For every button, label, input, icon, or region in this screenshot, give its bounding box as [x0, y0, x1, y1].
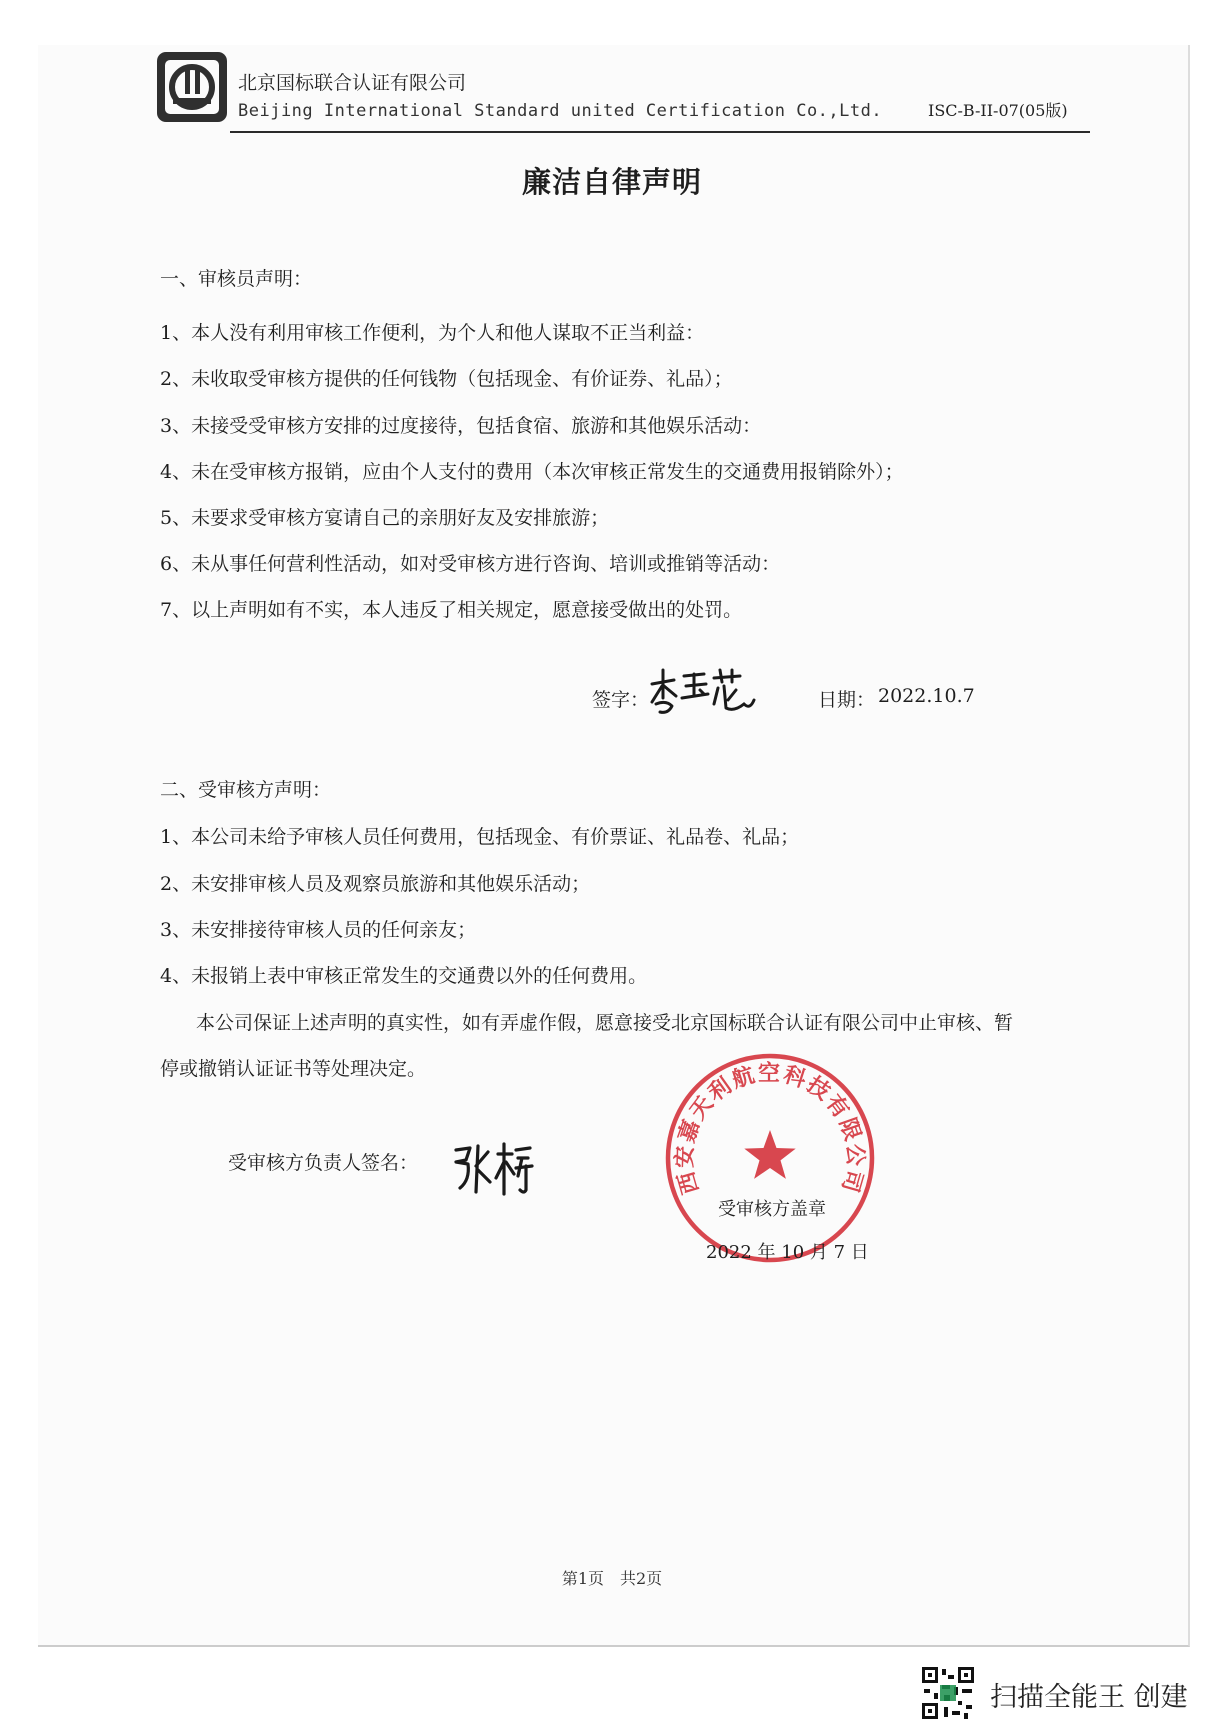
auditor-item: 5、未要求受审核方宴请自己的亲朋好友及安排旅游； [160, 507, 610, 529]
seal-text: 西安嘉天利航空科技有限公司 [672, 1061, 868, 1197]
auditor-date-label: 日期： [818, 689, 876, 711]
auditor-sign-label: 签字： [592, 689, 650, 711]
auditee-item: 4、未报销上表中审核正常发生的交通费以外的任何费用。 [160, 965, 648, 987]
page-title: 廉洁自律声明 [521, 165, 702, 199]
qr-code-icon [920, 1665, 976, 1721]
auditor-item: 6、未从事任何营利性活动，如对受审核方进行咨询、培训或推销等活动： [160, 553, 781, 575]
auditee-date: 2022 年 10 月 7 日 [706, 1242, 869, 1263]
auditee-item: 1、本公司未给予审核人员任何费用，包括现金、有价票证、礼品卷、礼品； [160, 826, 800, 848]
auditee-item: 2、未安排审核人员及观察员旅游和其他娱乐活动； [160, 873, 591, 895]
auditor-heading: 一、审核员声明： [160, 268, 313, 290]
company-name-en: Beijing International Standard united Certification Co.,Ltd. [238, 101, 883, 121]
guarantee-text-cont: 停或撤销认证证书等处理决定。 [160, 1058, 427, 1080]
auditor-item: 3、未接受受审核方安排的过度接待，包括食宿、旅游和其他娱乐活动： [160, 415, 762, 437]
auditor-item: 1、本人没有利用审核工作便利，为个人和他人谋取不正当利益： [160, 322, 705, 344]
auditor-signature [648, 664, 758, 718]
auditee-item: 3、未安排接待审核人员的任何亲友； [160, 919, 477, 941]
page-number: 第1页 共2页 [561, 1569, 663, 1588]
company-seal-icon [662, 1050, 878, 1266]
company-logo [155, 50, 229, 124]
auditee-sign-label: 受审核方负责人签名： [228, 1152, 419, 1174]
auditor-date: 2022.10.7 [878, 685, 975, 707]
auditor-item: 7、以上声明如有不实，本人违反了相关规定，愿意接受做出的处罚。 [160, 599, 743, 621]
auditor-item: 4、未在受审核方报销，应由个人支付的费用（本次审核正常发生的交通费用报销除外）； [160, 461, 904, 483]
auditor-item: 2、未收取受审核方提供的任何钱物（包括现金、有价证券、礼品）； [160, 368, 733, 390]
document-number: ISC-B-II-07(05版) [928, 101, 1068, 120]
guarantee-text: 本公司保证上述声明的真实性，如有弄虚作假，愿意接受北京国标联合认证有限公司中止审核、暂 [196, 1012, 1014, 1034]
auditee-heading: 二、受审核方声明： [160, 779, 332, 801]
header-divider [230, 131, 1090, 133]
scanner-watermark: 扫描全能王 创建 [990, 1682, 1188, 1713]
company-name-cn: 北京国标联合认证有限公司 [238, 72, 467, 94]
auditee-signature [452, 1140, 534, 1200]
seal-label: 受审核方盖章 [718, 1199, 826, 1220]
